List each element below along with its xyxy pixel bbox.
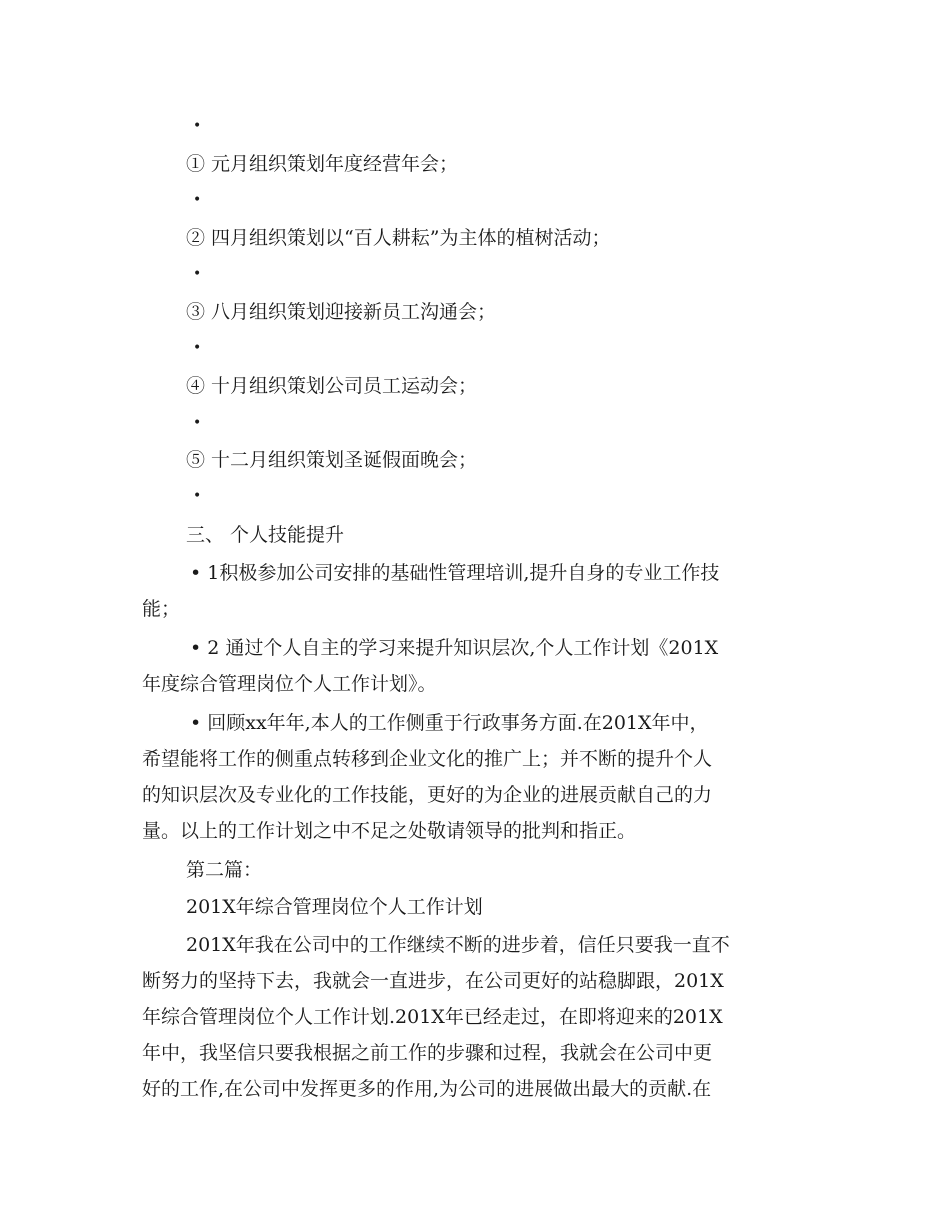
bullet-dot: • — [193, 415, 202, 431]
skill-item-1-line-2: 能； — [142, 598, 181, 620]
paragraph-line-2: 断努力的坚持下去，我就会一直进步，在公司更好的站稳脚跟，201X — [142, 970, 724, 992]
skill-item-1-line-1: • 1积极参加公司安排的基础性管理培训,提升自身的专业工作技 — [190, 562, 720, 584]
bullet-dot: • — [193, 192, 202, 208]
skill-item-2-line-1: • 2 通过个人自主的学习来提升知识层次,个人工作计划《201X — [190, 637, 719, 659]
bullet-dot: • — [193, 488, 202, 504]
plan-item-1: ① 元月组织策划年度经营年会； — [186, 153, 459, 175]
paragraph-line-5: 好的工作,在公司中发挥更多的作用,为公司的进展做出最大的贡献.在 — [142, 1078, 712, 1100]
part-title: 201X年综合管理岗位个人工作计划 — [186, 896, 483, 918]
skill-item-3-line-3: 的知识层次及专业化的工作技能，更好的为企业的进展贡献自己的力 — [142, 784, 713, 806]
skill-item-3-line-2: 希望能将工作的侧重点转移到企业文化的推广上；并不断的提升个人 — [142, 748, 713, 770]
skill-item-2-line-2: 年度综合管理岗位个人工作计划》。 — [142, 673, 437, 695]
part-label: 第二篇： — [186, 859, 263, 881]
plan-item-2: ② 四月组织策划以“百人耕耘”为主体的植树活动； — [186, 227, 611, 249]
plan-item-4: ④ 十月组织策划公司员工运动会； — [186, 375, 478, 397]
plan-item-3: ③ 八月组织策划迎接新员工沟通会； — [186, 301, 497, 323]
bullet-dot: • — [193, 340, 202, 356]
plan-item-5: ⑤ 十二月组织策划圣诞假面晚会； — [186, 449, 478, 471]
skill-item-3-line-1: • 回顾xx年年,本人的工作侧重于行政事务方面.在201X年中， — [190, 712, 709, 734]
paragraph-line-4: 年中，我坚信只要我根据之前工作的步骤和过程，我就会在公司中更 — [142, 1042, 713, 1064]
bullet-dot: • — [193, 266, 202, 282]
bullet-dot: • — [193, 118, 202, 134]
skill-item-3-line-4: 量。以上的工作计划之中不足之处敬请领导的批判和指正。 — [142, 820, 637, 842]
paragraph-line-3: 年综合管理岗位个人工作计划.201X年已经走过，在即将迎来的201X — [142, 1006, 723, 1028]
paragraph-line-1: 201X年我在公司中的工作继续不断的进步着，信任只要我一直不 — [186, 934, 730, 956]
section-heading: 三、 个人技能提升 — [186, 524, 345, 546]
